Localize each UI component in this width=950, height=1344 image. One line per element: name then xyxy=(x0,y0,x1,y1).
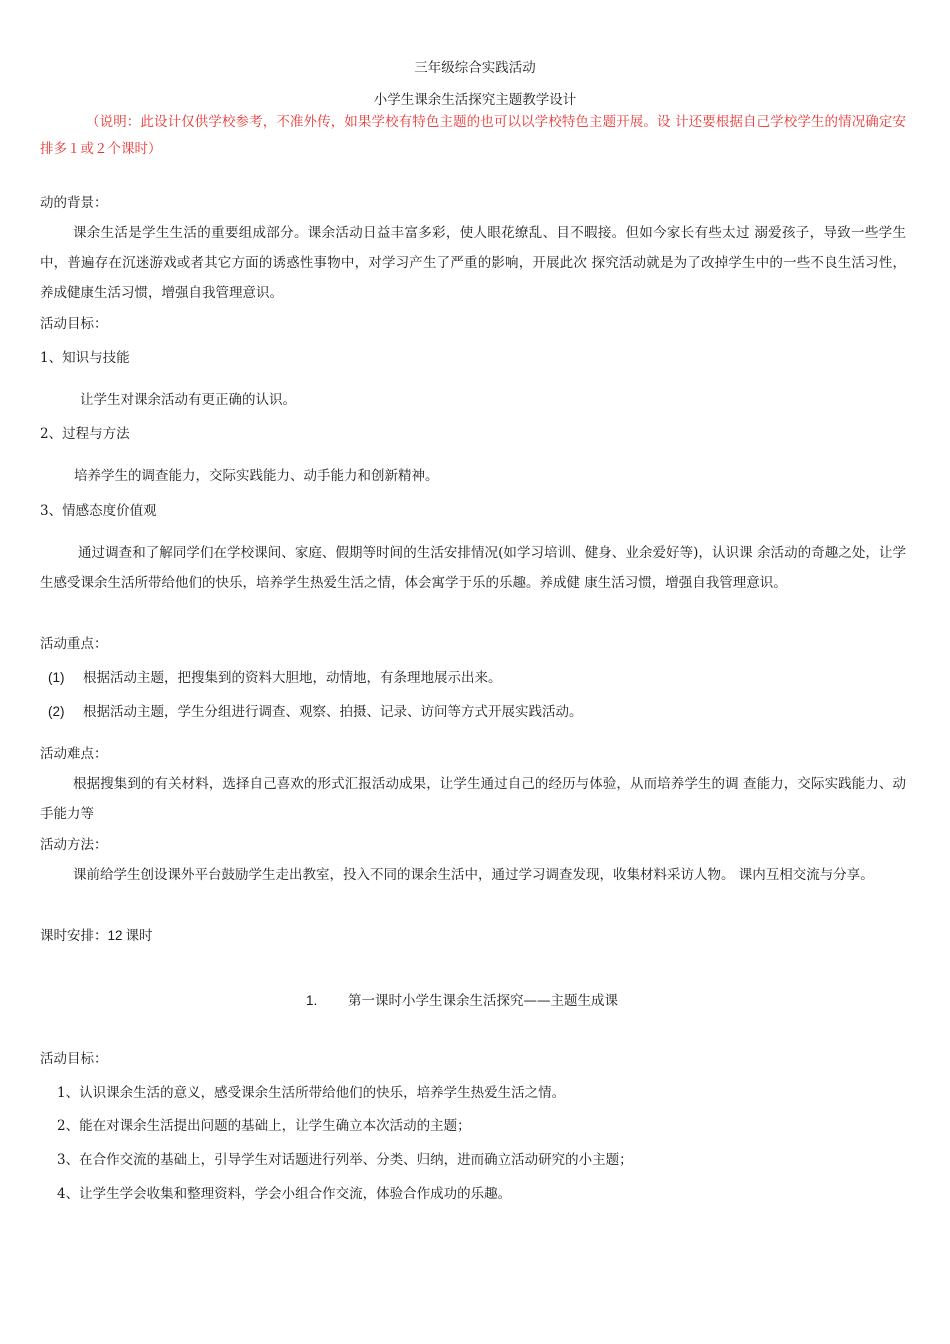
key-point-2-text: 根据活动主题，学生分组进行调查、观察、拍摄、记录、访问等方式开展实践活动。 xyxy=(83,704,583,720)
difficulty-text: 根据搜集到的有关材料，选择自己喜欢的形式汇报活动成果，让学生通过自己的经历与体验，从而培养学生的调 查能力，交际实践能力、动手能力等 xyxy=(40,776,906,822)
goals-label: 活动目标： xyxy=(40,316,108,332)
goal2-text: 培养学生的调查能力，交际实践能力、动手能力和创新精神。 xyxy=(74,468,439,484)
method-text: 课前给学生创设课外平台鼓励学生走出教室，投入不同的课余生活中，通过学习调查发现，收集材料采访人物。 课内互相交流与分享。 xyxy=(73,867,874,883)
lesson1-heading xyxy=(306,991,618,1011)
document-subtitle: 小学生课余生活探究主题教学设计 xyxy=(373,92,577,108)
key-point-1-text: 根据活动主题，把搜集到的资料大胆地，动情地，有条理地展示出来。 xyxy=(83,670,502,686)
lesson1-goal-item: 2、能在对课余生活提出问题的基础上，让学生确立本次活动的主题； xyxy=(57,1118,471,1134)
lesson1-goal-item: 4、让学生学会收集和整理资料，学会小组合作交流，体验合作成功的乐趣。 xyxy=(57,1186,512,1202)
lesson1-number: 1. xyxy=(306,993,318,1008)
schedule-value: 12 xyxy=(107,928,123,943)
lesson1-goals-label: 活动目标： xyxy=(40,1051,108,1067)
document-title: 三年级综合实践活动 xyxy=(414,60,536,76)
goal1-title: 1、知识与技能 xyxy=(40,350,130,366)
background-label: 动的背景： xyxy=(40,195,108,211)
goal3-text: 通过调查和了解同学们在学校课间、家庭、假期等时间的生活安排情况(如学习培训、健身、业余爱好等)，认识课 余活动的奇趣之处，让学生感受课余生活所带给他们的快乐，培养学生热爱生活之情，体会寓学于乐的乐趣。养成健 康生活习惯，增强自我管理意识。 xyxy=(40,545,906,591)
key-point-2-number: (2) xyxy=(48,704,65,719)
lesson1-goal-item: 1、认识课余生活的意义，感受课余生活所带给他们的快乐，培养学生热爱生活之情。 xyxy=(57,1085,566,1101)
document-note: （说明：此设计仅供学校参考，不准外传，如果学校有特色主题的也可以以学校特色主题开展。设 计还要根据自己学校学生的情况确定安排多１或２个课时） xyxy=(40,114,906,157)
goal1-text: 让学生对课余活动有更正确的认识。 xyxy=(80,392,296,408)
schedule-unit: 课时 xyxy=(125,928,153,944)
lesson1-title: 第一课时小学生课余生活探究——主题生成课 xyxy=(348,993,618,1009)
difficulty-label: 活动难点： xyxy=(40,746,108,762)
schedule-label: 课时安排： xyxy=(40,928,108,944)
key-point-2 xyxy=(48,702,583,722)
method-label: 活动方法： xyxy=(40,837,108,853)
key-point-1 xyxy=(48,668,502,688)
lesson1-goal-item: 3、在合作交流的基础上，引导学生对话题进行列举、分类、归纳，进而确立活动研究的小主题； xyxy=(57,1152,633,1168)
schedule-line xyxy=(40,926,153,946)
background-text: 课余生活是学生生活的重要组成部分。课余活动日益丰富多彩，使人眼花缭乱、目不暇接。但如今家长有些太过 溺爱孩子，导致一些学生中，普遍存在沉迷游戏或者其它方面的诱惑性事物中，对学习产生了严重的影响，开展此次 探究活动就是为了改掉学生中的一些不良生活习性，养成健康生活习惯，增强自我管理意识。 xyxy=(40,225,906,301)
key-points-label: 活动重点： xyxy=(40,636,108,652)
goal3-title: 3、情感态度价值观 xyxy=(40,503,157,519)
goal2-title: 2、过程与方法 xyxy=(40,426,130,442)
key-point-1-number: (1) xyxy=(48,670,65,685)
